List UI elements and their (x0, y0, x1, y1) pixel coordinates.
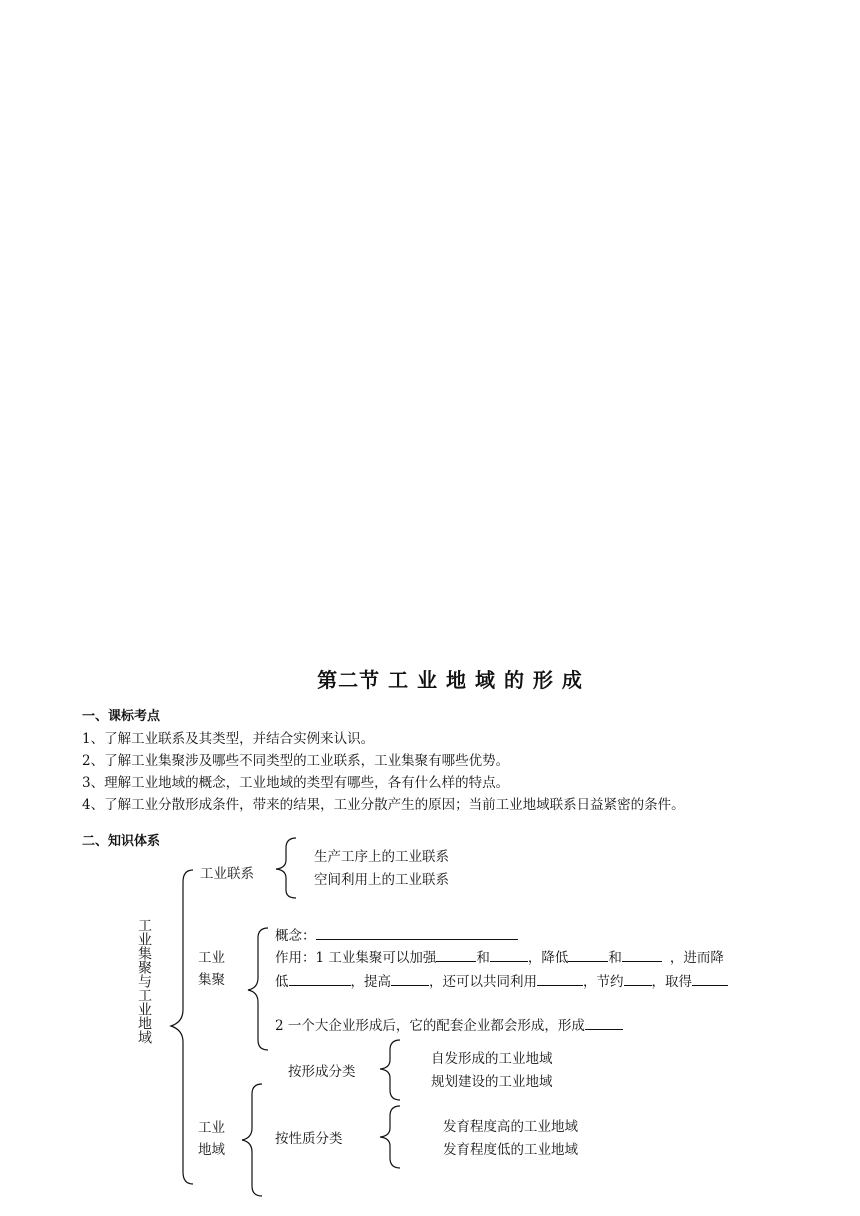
nature-brace (380, 1106, 400, 1168)
standard-item-3: 3、理解工业地域的概念，工业地域的类型有哪些，各有什么样的特点。 (82, 775, 510, 791)
low-text: 低 (275, 974, 289, 990)
root-label: 工业集聚与工业地域 (136, 918, 152, 1044)
linkage-item-1: 生产工序上的工业联系 (314, 849, 449, 865)
region-brace (242, 1084, 262, 1196)
obtain-text: ，取得 (651, 974, 692, 990)
concept-blank[interactable] (316, 927, 518, 940)
agglomeration-effect-line-3 (275, 1014, 623, 1034)
formation-item-2: 规划建设的工业地域 (431, 1074, 553, 1090)
section-heading-knowledge: 二、知识体系 (82, 834, 161, 849)
reduce-text: ，降低 (527, 950, 569, 966)
blank-obtain[interactable] (692, 973, 728, 986)
blank-reduce-2[interactable] (622, 949, 662, 962)
nature-item-2: 发育程度低的工业地域 (443, 1142, 578, 1158)
blank-save[interactable] (624, 973, 652, 986)
agglomeration-concept (275, 924, 518, 944)
standard-item-1: 1、了解工业联系及其类型，并结合实例来认识。 (82, 731, 375, 747)
linkage-label: 工业联系 (200, 866, 254, 882)
blank-lower[interactable] (289, 973, 351, 986)
effect-2-text: 2 一个大企业形成后，它的配套企业都会形成，形成 (275, 1018, 585, 1034)
standard-item-4: 4、了解工业分散形成条件，带来的结果，工业分散产生的原因；当前工业地域联系日益紧密的条件。 (82, 797, 685, 813)
region-label-top: 工业 (198, 1120, 225, 1136)
standard-item-2: 2、了解工业集聚涉及哪些不同类型的工业联系，工业集聚有哪些优势。 (82, 753, 510, 769)
root-brace (171, 870, 193, 1184)
by-nature-label: 按性质分类 (275, 1131, 343, 1147)
formation-item-1: 自发形成的工业地域 (431, 1051, 553, 1067)
save-text: ，节约 (583, 974, 624, 990)
blank-strengthen-1[interactable] (436, 949, 476, 962)
page-title: 第二节 工 业 地 域 的 形 成 (317, 668, 583, 692)
section-heading-standards: 一、课标考点 (82, 709, 161, 724)
blank-reduce-1[interactable] (568, 949, 608, 962)
blank-strengthen-2[interactable] (490, 949, 528, 962)
agglomeration-effect-line-2 (275, 970, 728, 990)
blank-improve[interactable] (391, 973, 429, 986)
blank-share[interactable] (537, 973, 583, 986)
effect-1-text: 作用：1 工业集聚可以加强 (275, 950, 437, 966)
by-formation-label: 按形成分类 (288, 1064, 356, 1080)
blank-form[interactable] (585, 1017, 623, 1030)
further-text: ，进而降 (669, 950, 724, 966)
agglomeration-label-bottom: 集聚 (198, 972, 225, 988)
formation-brace (380, 1040, 400, 1100)
region-label-bottom: 地域 (198, 1142, 225, 1158)
concept-label: 概念： (275, 928, 316, 944)
and-2-text: 和 (608, 950, 622, 966)
share-text: ，还可以共同利用 (429, 974, 537, 990)
nature-item-1: 发育程度高的工业地域 (443, 1119, 578, 1135)
agglomeration-effect-line-1 (275, 946, 724, 966)
and-1-text: 和 (476, 950, 490, 966)
agglomeration-label-top: 工业 (198, 950, 225, 966)
linkage-brace (276, 838, 296, 898)
agglomeration-brace (248, 928, 268, 1050)
improve-text: ，提高 (350, 974, 391, 990)
linkage-item-2: 空间利用上的工业联系 (314, 872, 449, 888)
